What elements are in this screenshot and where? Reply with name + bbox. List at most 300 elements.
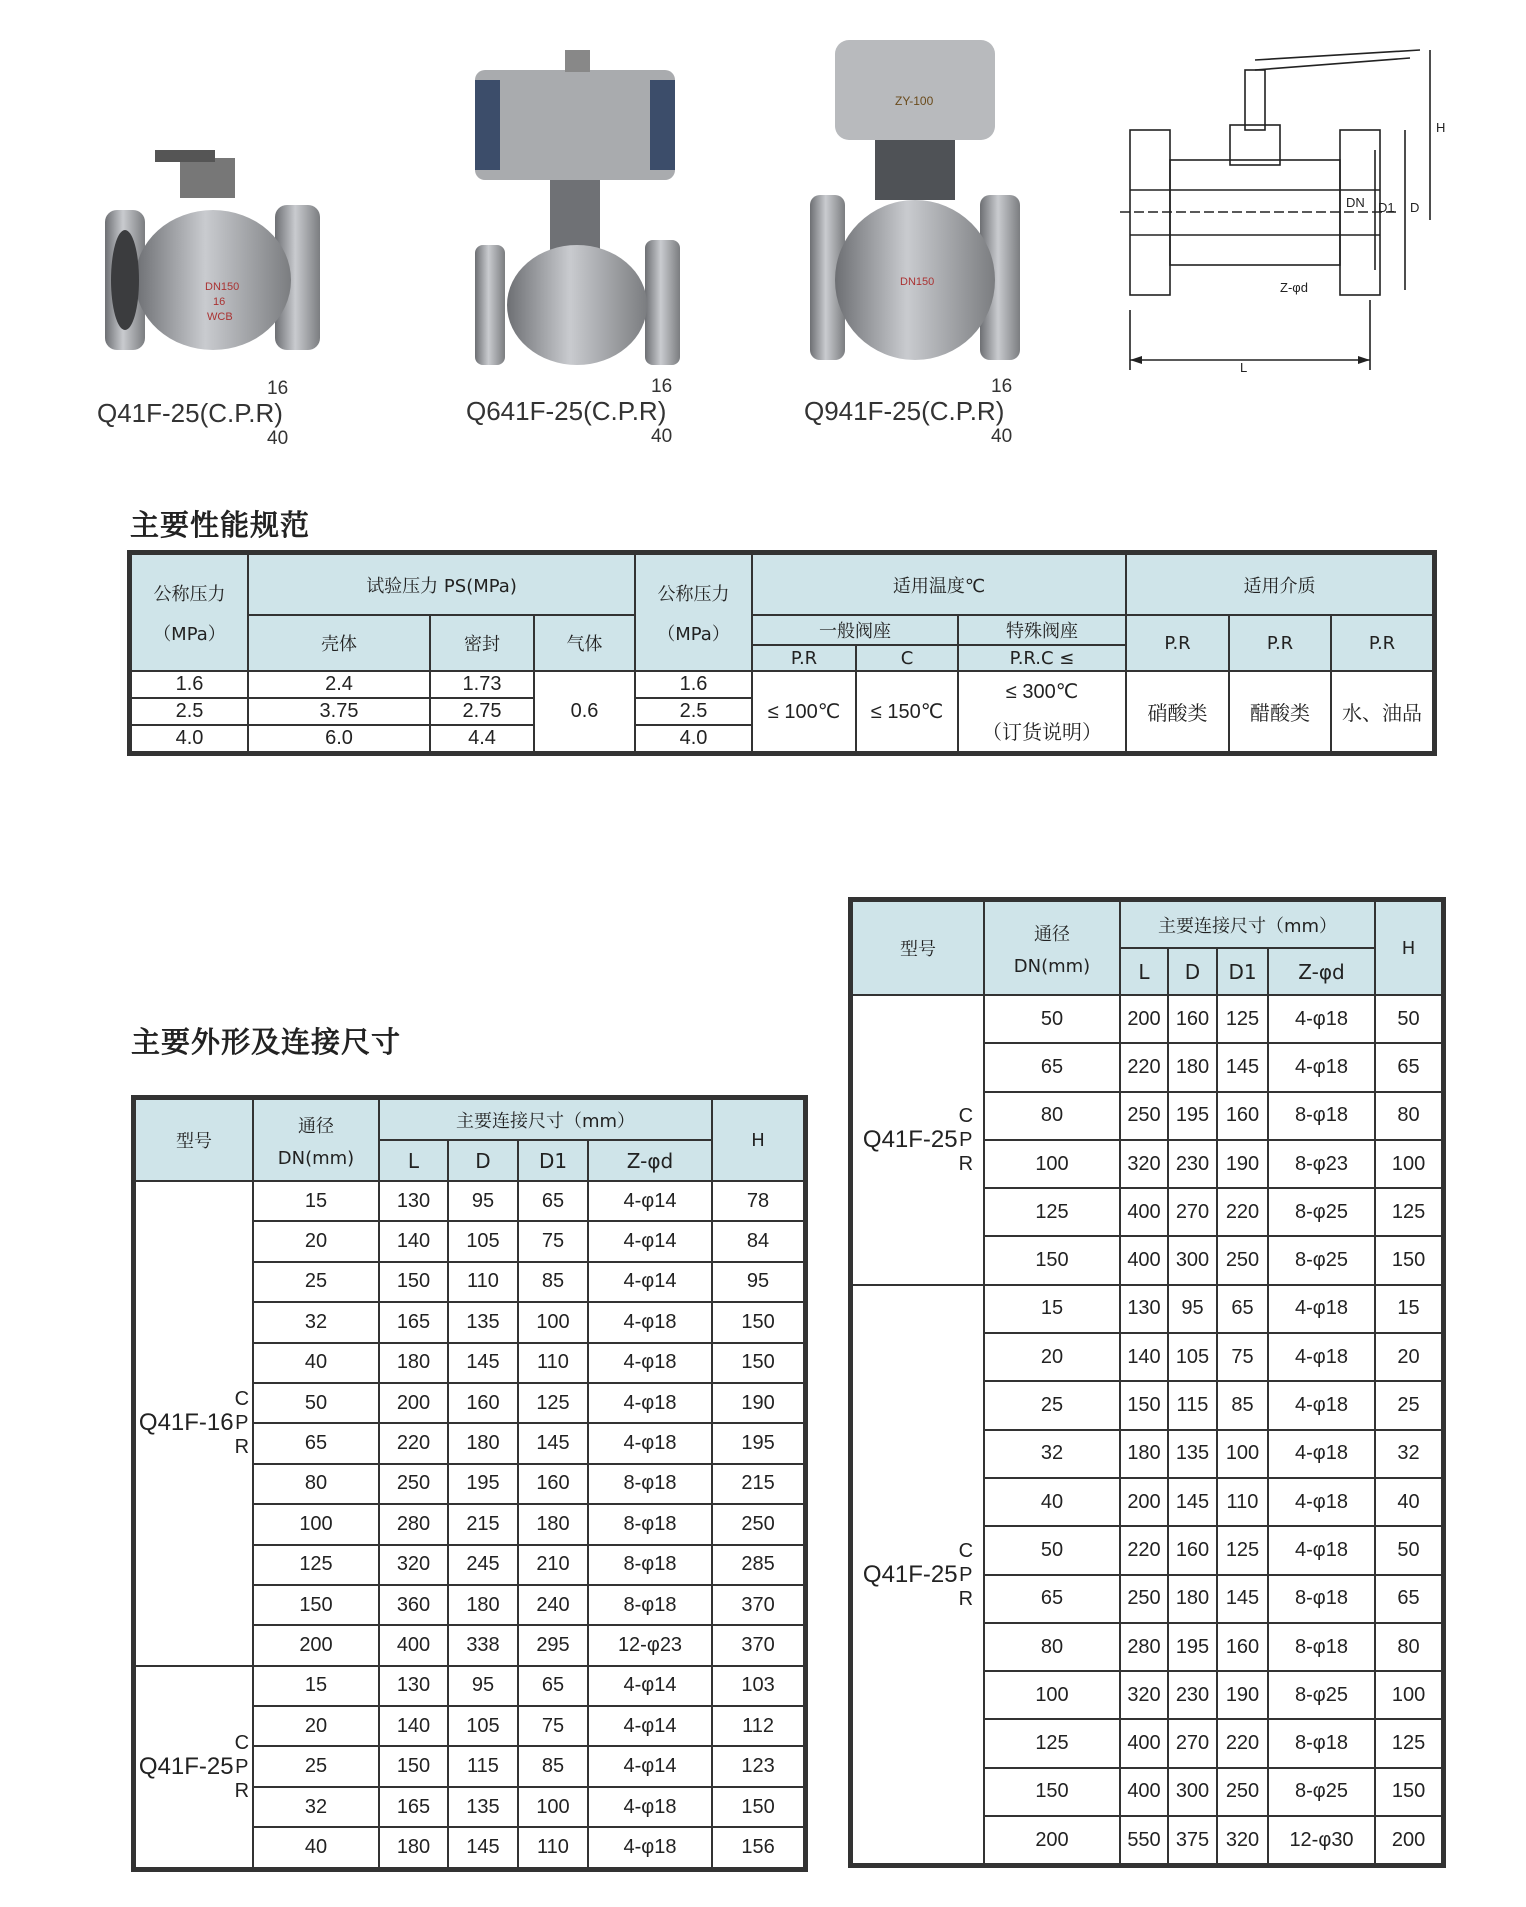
model-cell: [135, 1666, 253, 1868]
cell-h: 40: [1375, 1478, 1442, 1526]
cell-h: 285: [712, 1545, 804, 1585]
cell-d: 215: [448, 1504, 518, 1544]
cell-l: 320: [1120, 1671, 1168, 1719]
cell-d1: 220: [1217, 1188, 1268, 1236]
header-gas: 气体: [534, 615, 635, 671]
cell-d1: 75: [1217, 1333, 1268, 1381]
header-medium-pr: P.R: [1229, 615, 1331, 671]
cell-h: 25: [1375, 1381, 1442, 1429]
cell-dn: 125: [984, 1188, 1120, 1236]
table-row: [135, 1181, 804, 1221]
cell-seal: 4.4: [430, 725, 534, 752]
cell-z-phi-d: 8-φ18: [1268, 1719, 1375, 1767]
cell-d1: 190: [1217, 1140, 1268, 1188]
header-model: 型号: [135, 1099, 253, 1181]
product-pn-min: 16: [267, 378, 289, 399]
performance-section-title: 主要性能规范: [130, 508, 311, 542]
valve-q41f-image: [95, 140, 335, 375]
cell-l: 180: [379, 1827, 448, 1867]
cell-d1: 65: [518, 1666, 588, 1706]
cell-z-phi-d: 4-φ18: [588, 1302, 712, 1342]
cell-dn: 80: [253, 1464, 379, 1504]
cell-h: 80: [1375, 1623, 1442, 1671]
cell-h: 156: [712, 1827, 804, 1867]
cell-l: 250: [1120, 1575, 1168, 1623]
header-dn-top: 通径: [298, 1115, 334, 1137]
cell-shell: 2.4: [248, 671, 430, 698]
cell-d: 375: [1168, 1816, 1217, 1864]
header-medium-pr: P.R: [1331, 615, 1433, 671]
cell-d: 195: [1168, 1092, 1217, 1140]
header-dn-top: 通径: [1034, 923, 1070, 945]
cell-d: 180: [448, 1423, 518, 1463]
cell-dn: 200: [984, 1816, 1120, 1864]
cell-d: 160: [1168, 995, 1217, 1043]
header-dn-bottom: DN(mm): [277, 1147, 355, 1169]
header-d: D: [448, 1140, 518, 1181]
cell-h: 103: [712, 1666, 804, 1706]
cell-z-phi-d: 4-φ18: [1268, 1043, 1375, 1091]
header-l: L: [1120, 948, 1168, 995]
header-d1: D1: [1217, 948, 1268, 995]
cell-z-phi-d: 8-φ18: [1268, 1092, 1375, 1140]
cell-dn: 40: [984, 1478, 1120, 1526]
cell-l: 360: [379, 1585, 448, 1625]
cell-d1: 180: [518, 1504, 588, 1544]
cell-z-phi-d: 4-φ18: [1268, 1478, 1375, 1526]
cell-z-phi-d: 8-φ18: [588, 1585, 712, 1625]
cell-dn: 15: [984, 1285, 1120, 1333]
cell-d1: 75: [518, 1706, 588, 1746]
cell-h: 80: [1375, 1092, 1442, 1140]
product-pn-min: 16: [991, 376, 1013, 397]
cell-h: 250: [712, 1504, 804, 1544]
cell-medium-1: 硝酸类: [1126, 671, 1229, 752]
model-material-suffix: [235, 1387, 249, 1459]
cell-d: 135: [1168, 1430, 1217, 1478]
header-temperature: 适用温度℃: [752, 554, 1126, 615]
valve-q641f-pneumatic-image: [465, 50, 685, 380]
temp-prc-value: ≤ 300℃: [1005, 680, 1079, 703]
header-dn: [984, 901, 1120, 995]
cell-l: 280: [379, 1504, 448, 1544]
cell-d1: 145: [518, 1423, 588, 1463]
header-seal: 密封: [430, 615, 534, 671]
diagram-label-z: Z-φd: [1280, 280, 1308, 295]
performance-table: [130, 553, 1434, 753]
cell-dn: 100: [253, 1504, 379, 1544]
cell-z-phi-d: 8-φ18: [1268, 1623, 1375, 1671]
cell-z-phi-d: 12-φ30: [1268, 1816, 1375, 1864]
table-row: [135, 1666, 804, 1706]
cell-l: 150: [1120, 1381, 1168, 1429]
cell-z-phi-d: 8-φ25: [1268, 1188, 1375, 1236]
cell-z-phi-d: 12-φ23: [588, 1625, 712, 1665]
cell-d1: 65: [1217, 1285, 1268, 1333]
cell-dn: 150: [984, 1768, 1120, 1816]
cell-l: 250: [1120, 1092, 1168, 1140]
header-row: [135, 1099, 804, 1140]
header-medium: 适用介质: [1126, 554, 1433, 615]
cell-l: 165: [379, 1302, 448, 1342]
cell-h: 65: [1375, 1575, 1442, 1623]
material-code: C: [958, 1539, 974, 1562]
cell-temp-c: ≤ 150℃: [856, 671, 958, 752]
cell-z-phi-d: 8-φ23: [1268, 1140, 1375, 1188]
cell-d1: 295: [518, 1625, 588, 1665]
diagram-label-d: D: [1410, 200, 1420, 215]
product-pn-min: 16: [651, 376, 673, 397]
header-c: C: [856, 645, 958, 671]
cell-gas: 0.6: [534, 671, 635, 752]
cell-z-phi-d: 4-φ18: [588, 1423, 712, 1463]
header-label: 公称压力: [153, 583, 226, 605]
cell-l: 130: [1120, 1285, 1168, 1333]
product-label: [466, 376, 673, 447]
material-code: C: [958, 1104, 974, 1127]
cell-l: 400: [1120, 1719, 1168, 1767]
model-base: Q41F-16: [138, 1409, 234, 1437]
cell-d1: 85: [518, 1746, 588, 1786]
cell-h: 125: [1375, 1188, 1442, 1236]
header-shell: 壳体: [248, 615, 430, 671]
cell-dn: 80: [984, 1623, 1120, 1671]
cell-d1: 100: [518, 1787, 588, 1827]
header-l: L: [379, 1140, 448, 1181]
cell-d: 95: [448, 1666, 518, 1706]
cell-d1: 160: [518, 1464, 588, 1504]
dimensions-table-right: [851, 900, 1443, 1865]
cell-l: 550: [1120, 1816, 1168, 1864]
cell-d1: 210: [518, 1545, 588, 1585]
cell-l: 150: [379, 1746, 448, 1786]
material-code: P: [235, 1412, 249, 1435]
cell-l: 140: [379, 1221, 448, 1261]
header-h: H: [1375, 901, 1442, 995]
cell-l: 280: [1120, 1623, 1168, 1671]
cell-d1: 320: [1217, 1816, 1268, 1864]
cell-d: 338: [448, 1625, 518, 1665]
cell-d: 195: [1168, 1623, 1217, 1671]
cell-z-phi-d: 8-φ25: [1268, 1671, 1375, 1719]
cell-d: 230: [1168, 1140, 1217, 1188]
cell-h: 84: [712, 1221, 804, 1261]
cell-dn: 20: [253, 1221, 379, 1261]
material-code: R: [958, 1587, 974, 1610]
cell-l: 130: [379, 1181, 448, 1221]
model-material-suffix: [959, 1539, 973, 1611]
diagram-label-h: H: [1436, 120, 1446, 135]
cell-d: 115: [1168, 1381, 1217, 1429]
table-row: [852, 1285, 1442, 1333]
header-dn: [253, 1099, 379, 1181]
cell-d1: 250: [1217, 1236, 1268, 1284]
header-nominal-pressure: [131, 554, 248, 671]
cell-z-phi-d: 4-φ18: [1268, 1333, 1375, 1381]
cell-h: 50: [1375, 1526, 1442, 1574]
model-name: [139, 1387, 249, 1459]
cell-dn: 40: [253, 1827, 379, 1867]
header-dn-bottom: DN(mm): [1013, 955, 1091, 977]
cell-h: 150: [712, 1787, 804, 1827]
cell-d1: 125: [1217, 995, 1268, 1043]
cell-l: 220: [1120, 1526, 1168, 1574]
cell-seal: 2.75: [430, 698, 534, 725]
cell-d1: 110: [518, 1343, 588, 1383]
cell-pn: 1.6: [131, 671, 248, 698]
cell-dn: 20: [253, 1706, 379, 1746]
cell-d1: 110: [518, 1827, 588, 1867]
cell-d: 115: [448, 1746, 518, 1786]
cell-dn: 80: [984, 1092, 1120, 1140]
cell-dn: 50: [984, 995, 1120, 1043]
cell-dn: 40: [253, 1343, 379, 1383]
cell-d: 300: [1168, 1768, 1217, 1816]
cell-l: 320: [1120, 1140, 1168, 1188]
cell-h: 150: [1375, 1236, 1442, 1284]
cell-d1: 250: [1217, 1768, 1268, 1816]
cell-z-phi-d: 4-φ14: [588, 1181, 712, 1221]
header-prc: P.R.C ≤: [958, 645, 1126, 671]
header-main-dimensions: 主要连接尺寸（mm）: [1120, 901, 1375, 948]
model-cell: [852, 1285, 984, 1865]
header-z: Z-φd: [588, 1140, 712, 1181]
cell-dn: 15: [253, 1181, 379, 1221]
cell-d1: 85: [518, 1262, 588, 1302]
cell-d: 105: [1168, 1333, 1217, 1381]
cell-d: 135: [448, 1302, 518, 1342]
cell-z-phi-d: 4-φ18: [588, 1383, 712, 1423]
header-z: Z-φd: [1268, 948, 1375, 995]
model-cell: [135, 1181, 253, 1666]
valve-marking: WCB: [207, 311, 233, 323]
cell-d1: 240: [518, 1585, 588, 1625]
header-main-dimensions: 主要连接尺寸（mm）: [379, 1099, 712, 1140]
cell-dn: 20: [984, 1333, 1120, 1381]
cell-d: 105: [448, 1221, 518, 1261]
model-material-suffix: [959, 1104, 973, 1176]
cell-d1: 85: [1217, 1381, 1268, 1429]
cell-d1: 220: [1217, 1719, 1268, 1767]
product-label: [97, 378, 289, 449]
cell-pn: 2.5: [131, 698, 248, 725]
material-code: P: [959, 1128, 973, 1151]
cell-h: 150: [712, 1302, 804, 1342]
cell-d: 270: [1168, 1188, 1217, 1236]
cell-dn: 32: [253, 1302, 379, 1342]
cell-z-phi-d: 4-φ18: [1268, 995, 1375, 1043]
cell-l: 400: [1120, 1768, 1168, 1816]
material-code: P: [235, 1755, 249, 1778]
cell-d1: 100: [518, 1302, 588, 1342]
cell-z-phi-d: 4-φ14: [588, 1221, 712, 1261]
cell-d1: 125: [518, 1383, 588, 1423]
cell-d: 245: [448, 1545, 518, 1585]
material-code: R: [234, 1779, 250, 1802]
cell-z-phi-d: 4-φ14: [588, 1706, 712, 1746]
diagram-label-l: L: [1240, 360, 1248, 375]
product-model: Q641F-25(C.P.R): [466, 396, 667, 426]
material-code: R: [958, 1152, 974, 1175]
cell-h: 20: [1375, 1333, 1442, 1381]
header-row: [852, 901, 1442, 948]
cell-medium-3: 水、油品: [1331, 671, 1433, 752]
cell-d: 95: [1168, 1285, 1217, 1333]
cell-d: 145: [448, 1343, 518, 1383]
actuator-marking: ZY-100: [895, 94, 934, 108]
cell-h: 370: [712, 1625, 804, 1665]
model-base: Q41F-25: [862, 1125, 958, 1153]
cell-pn2: 1.6: [635, 671, 752, 698]
diagram-label-dn: DN: [1346, 195, 1365, 210]
cell-dn: 25: [984, 1381, 1120, 1429]
valve-q941f-electric-image: [805, 30, 1025, 370]
cell-d: 160: [448, 1383, 518, 1423]
cell-pn2: 4.0: [635, 725, 752, 752]
cell-dn: 15: [253, 1666, 379, 1706]
cell-z-phi-d: 4-φ14: [588, 1746, 712, 1786]
cell-l: 165: [379, 1787, 448, 1827]
cell-dn: 65: [984, 1575, 1120, 1623]
cell-d1: 75: [518, 1221, 588, 1261]
cell-temp-prc: [958, 671, 1126, 752]
cell-d: 270: [1168, 1719, 1217, 1767]
cell-z-phi-d: 8-φ18: [588, 1464, 712, 1504]
valve-marking: 16: [213, 296, 226, 308]
model-name: [863, 1539, 973, 1611]
cell-h: 78: [712, 1181, 804, 1221]
cell-h: 150: [712, 1343, 804, 1383]
cell-h: 95: [712, 1262, 804, 1302]
cell-dn: 32: [984, 1430, 1120, 1478]
cell-seal: 1.73: [430, 671, 534, 698]
cell-l: 200: [1120, 995, 1168, 1043]
cell-l: 320: [379, 1545, 448, 1585]
cell-z-phi-d: 8-φ25: [1268, 1236, 1375, 1284]
cell-h: 100: [1375, 1140, 1442, 1188]
cell-l: 140: [1120, 1333, 1168, 1381]
cell-l: 150: [379, 1262, 448, 1302]
cell-z-phi-d: 8-φ18: [588, 1504, 712, 1544]
cell-d1: 160: [1217, 1092, 1268, 1140]
cell-z-phi-d: 4-φ18: [1268, 1381, 1375, 1429]
cell-h: 195: [712, 1423, 804, 1463]
cell-h: 50: [1375, 995, 1442, 1043]
cell-h: 370: [712, 1585, 804, 1625]
cell-d: 180: [1168, 1575, 1217, 1623]
cell-dn: 25: [253, 1262, 379, 1302]
product-model: Q941F-25(C.P.R): [804, 396, 1005, 426]
cell-z-phi-d: 4-φ18: [1268, 1526, 1375, 1574]
cell-h: 215: [712, 1464, 804, 1504]
cell-h: 123: [712, 1746, 804, 1786]
header-unit: （MPa）: [153, 623, 226, 645]
cell-d: 195: [448, 1464, 518, 1504]
cell-dn: 50: [253, 1383, 379, 1423]
cell-dn: 65: [984, 1043, 1120, 1091]
cell-dn: 65: [253, 1423, 379, 1463]
header-label: 公称压力: [657, 583, 730, 605]
temp-prc-note: （订货说明）: [982, 721, 1103, 744]
header-model: 型号: [852, 901, 984, 995]
model-name: [863, 1104, 973, 1176]
material-code: P: [959, 1563, 973, 1586]
cell-dn: 200: [253, 1625, 379, 1665]
cell-z-phi-d: 8-φ25: [1268, 1768, 1375, 1816]
cell-l: 130: [379, 1666, 448, 1706]
model-base: Q41F-25: [138, 1752, 234, 1780]
cell-l: 400: [1120, 1236, 1168, 1284]
cell-h: 112: [712, 1706, 804, 1746]
cell-d1: 145: [1217, 1575, 1268, 1623]
cell-z-phi-d: 4-φ18: [1268, 1285, 1375, 1333]
cell-d: 160: [1168, 1526, 1217, 1574]
material-code: C: [234, 1731, 250, 1754]
cell-z-phi-d: 4-φ18: [588, 1343, 712, 1383]
cell-temp-pr: ≤ 100℃: [752, 671, 856, 752]
model-material-suffix: [235, 1731, 249, 1803]
cell-pn2: 2.5: [635, 698, 752, 725]
product-pn-max: 40: [267, 428, 289, 449]
cell-dn: 100: [984, 1671, 1120, 1719]
cell-medium-2: 醋酸类: [1229, 671, 1331, 752]
cell-d: 95: [448, 1181, 518, 1221]
valve-marking: DN150: [205, 281, 240, 293]
cell-shell: 6.0: [248, 725, 430, 752]
diagram-label-d1: D1: [1378, 200, 1395, 215]
cell-d: 180: [448, 1585, 518, 1625]
cell-z-phi-d: 4-φ18: [1268, 1430, 1375, 1478]
cell-l: 400: [1120, 1188, 1168, 1236]
cell-d1: 145: [1217, 1043, 1268, 1091]
cell-d: 180: [1168, 1043, 1217, 1091]
header-unit: （MPa）: [657, 623, 730, 645]
dimensions-table-left: [134, 1098, 805, 1869]
cell-h: 100: [1375, 1671, 1442, 1719]
cell-l: 140: [379, 1706, 448, 1746]
cell-d1: 100: [1217, 1430, 1268, 1478]
cell-h: 190: [712, 1383, 804, 1423]
product-pn-max: 40: [991, 426, 1013, 447]
cell-z-phi-d: 4-φ18: [588, 1787, 712, 1827]
cell-dn: 125: [984, 1719, 1120, 1767]
cell-h: 125: [1375, 1719, 1442, 1767]
cell-d: 110: [448, 1262, 518, 1302]
valve-section-diagram: [1120, 30, 1480, 390]
header-pr: P.R: [752, 645, 856, 671]
cell-dn: 100: [984, 1140, 1120, 1188]
cell-d: 145: [1168, 1478, 1217, 1526]
cell-dn: 150: [253, 1585, 379, 1625]
cell-l: 200: [1120, 1478, 1168, 1526]
cell-d1: 110: [1217, 1478, 1268, 1526]
header-test-pressure: 试验压力 PS(MPa): [248, 554, 635, 615]
header-special-seat: 特殊阀座: [958, 615, 1126, 645]
cell-z-phi-d: 4-φ14: [588, 1262, 712, 1302]
cell-l: 400: [379, 1625, 448, 1665]
cell-l: 180: [379, 1343, 448, 1383]
cell-dn: 150: [984, 1236, 1120, 1284]
cell-h: 15: [1375, 1285, 1442, 1333]
cell-dn: 125: [253, 1545, 379, 1585]
cell-l: 250: [379, 1464, 448, 1504]
cell-d1: 190: [1217, 1671, 1268, 1719]
model-name: [139, 1731, 249, 1803]
cell-l: 220: [379, 1423, 448, 1463]
material-code: R: [234, 1436, 250, 1459]
cell-d: 145: [448, 1827, 518, 1867]
cell-h: 200: [1375, 1816, 1442, 1864]
